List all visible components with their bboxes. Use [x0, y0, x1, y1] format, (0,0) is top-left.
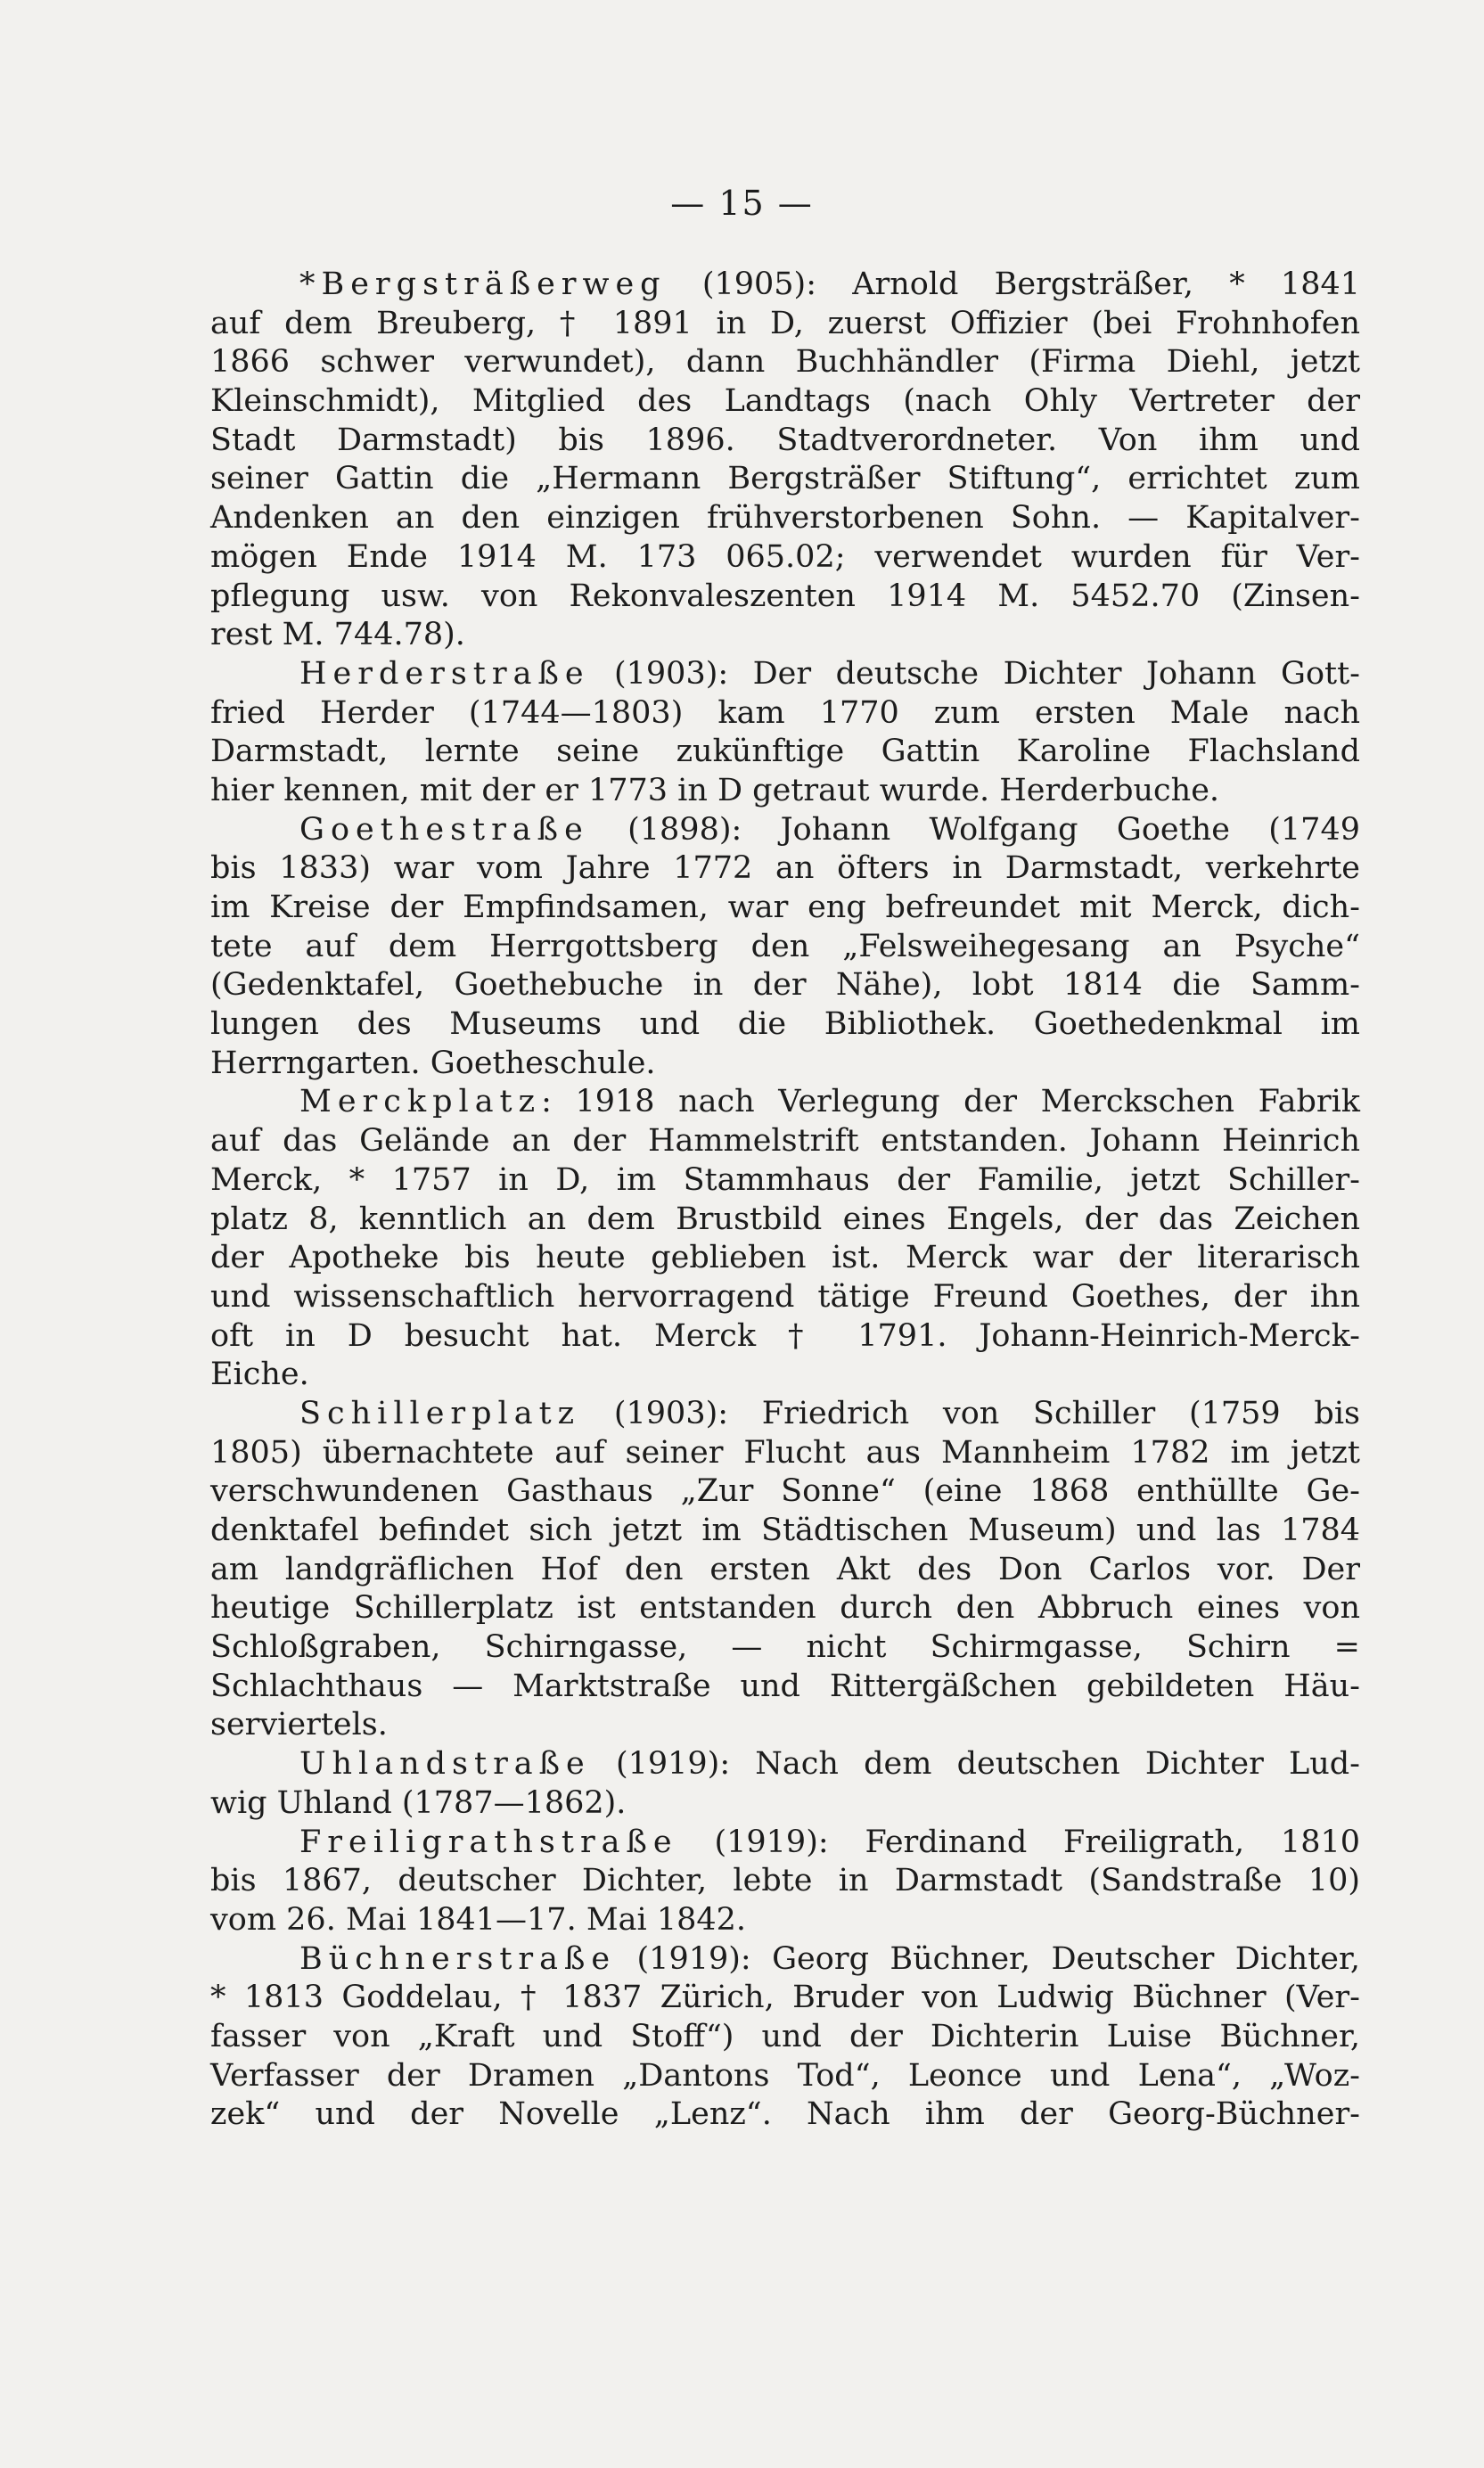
text-line: Kleinschmidt), Mitglied des Landtags (nach Ohly Vertreter der — [210, 383, 1360, 420]
entry-first-line — [210, 1824, 1360, 1863]
text-line: (1905): Arnold Bergsträßer, * 1841 — [666, 266, 1360, 302]
entry-first-line — [210, 811, 1360, 850]
text-line: lungen des Museums und die Bibliothek. Goethedenkmal im — [210, 1006, 1360, 1043]
text-line: im Kreise der Empfindsamen, war eng befreundet mit Merck, dich- — [210, 890, 1360, 925]
text-line: (1919): Nach dem deutschen Dichter Lud- — [590, 1746, 1360, 1783]
entry-first-line — [210, 655, 1360, 694]
text-line: pflegung usw. von Rekonvaleszenten 1914 M. 5452.70 (Zinsen- — [210, 578, 1360, 614]
entry-keyword: Freiligrathstraße — [299, 1824, 678, 1860]
entry-keyword: Uhlandstraße — [299, 1746, 591, 1783]
entry-first-line — [210, 1395, 1360, 1434]
text-line: Verfasser der Dramen „Dantons Tod“, Leonce und Lena“, „Woz- — [210, 2057, 1360, 2094]
text-line: oft in D besucht hat. Merck † 1791. Johann-Heinrich-Merck- — [210, 1317, 1360, 1354]
text-line: Schlachthaus — Marktstraße und Rittergäßchen gebildeten Häu- — [210, 1668, 1360, 1704]
entry-keyword: *Bergsträßerweg — [299, 266, 667, 302]
entry-goethestrasse — [210, 811, 1360, 1084]
entry-freiligrathstrasse — [210, 1824, 1360, 1940]
text-line: Eiche. — [210, 1357, 309, 1393]
text-line: (1903): Friedrich von Schiller (1759 bis — [580, 1395, 1360, 1431]
text-line: der Apotheke bis heute geblieben ist. Merck war der literarisch — [210, 1240, 1360, 1276]
entry-first-line — [210, 1745, 1360, 1784]
text-line: Schloßgraben, Schirngasse, — nicht Schirmgasse, Schirn = — [210, 1629, 1360, 1666]
text-line: fried Herder (1744—1803) kam 1770 zum ersten Male nach — [210, 694, 1360, 731]
text-line: vom 26. Mai 1841—17. Mai 1842. — [210, 1901, 747, 1938]
entry-buechnerstrasse — [210, 1940, 1360, 2135]
text-line: und wissenschaftlich hervorragend tätige Freund Goethes, der ihn — [210, 1278, 1360, 1315]
text-line: (1919): Ferdinand Freiligrath, 1810 — [677, 1824, 1360, 1860]
text-body — [210, 266, 1360, 2135]
text-line: Herrngarten. Goetheschule. — [210, 1045, 656, 1081]
text-line: 1805) übernachtete auf seiner Flucht aus Mannheim 1782 im jetzt — [210, 1434, 1360, 1471]
text-line: : 1918 nach Verlegung der Merckschen Fabrik — [541, 1084, 1360, 1120]
text-line: Stadt Darmstadt) bis 1896. Stadtverordneter. Von ihm und — [210, 422, 1360, 458]
text-line: denktafel befindet sich jetzt im Städtischen Museum) und las 1784 — [210, 1513, 1360, 1548]
text-line: Darmstadt, lernte seine zukünftige Gattin Karoline Flachsland — [210, 734, 1360, 770]
text-line: (1898): Johann Wolfgang Goethe (1749 — [588, 811, 1360, 848]
text-line: fasser von „Kraft und Stoff“) und der Dichterin Luise Büchner, — [210, 2018, 1360, 2054]
entry-first-line — [210, 266, 1360, 305]
text-line: (1903): Der deutsche Dichter Johann Gott- — [589, 655, 1360, 692]
text-line: auf dem Breuberg, † 1891 in D, zuerst Offizier (bei Frohnhofen — [210, 305, 1360, 341]
entry-first-line — [210, 1083, 1360, 1122]
text-line: bis 1867, deutscher Dichter, lebte in Darmstadt (Sandstraße 10) — [210, 1863, 1360, 1899]
text-line: wig Uhland (1787—1862). — [210, 1784, 627, 1821]
entry-bergstraesserweg — [210, 266, 1360, 655]
entry-uhlandstrasse — [210, 1745, 1360, 1823]
text-line: tete auf dem Herrgottsberg den „Felsweihegesang an Psyche“ — [210, 928, 1360, 964]
text-line: am landgräflichen Hof den ersten Akt des Don Carlos vor. Der — [210, 1551, 1360, 1587]
page-number: — 15 — — [670, 184, 814, 223]
entry-first-line — [210, 1940, 1360, 1980]
entry-keyword: Herderstraße — [299, 655, 590, 692]
text-line: Andenken an den einzigen frühverstorbenen Sohn. — Kapitalver- — [210, 500, 1360, 537]
text-line: 1866 schwer verwundet), dann Buchhändler (Firma Diehl, jetzt — [210, 344, 1360, 381]
text-line: heutige Schillerplatz ist entstanden durch den Abbruch eines von — [210, 1590, 1360, 1627]
text-line: mögen Ende 1914 M. 173 065.02; verwendet wurden für Ver- — [210, 538, 1360, 575]
text-line: hier kennen, mit der er 1773 in D getraut wurde. Herderbuche. — [210, 772, 1220, 808]
entry-schillerplatz — [210, 1395, 1360, 1745]
text-line: Merck, * 1757 in D, im Stammhaus der Familie, jetzt Schiller- — [210, 1161, 1360, 1198]
entry-merckplatz — [210, 1083, 1360, 1395]
entry-keyword: Schillerplatz — [299, 1395, 581, 1431]
entry-keyword: Merckplatz — [299, 1084, 542, 1120]
text-line: verschwundenen Gasthaus „Zur Sonne“ (eine 1868 enthüllte Ge- — [210, 1473, 1360, 1510]
text-line: serviertels. — [210, 1707, 388, 1743]
entry-herderstrasse — [210, 655, 1360, 811]
text-line: seiner Gattin die „Hermann Bergsträßer Stiftung“, errichtet zum — [210, 461, 1360, 497]
text-line: auf das Gelände an der Hammelstrift entstanden. Johann Heinrich — [210, 1123, 1360, 1160]
text-line: zek“ und der Novelle „Lenz“. Nach ihm der Georg-Büchner- — [210, 2096, 1360, 2133]
text-line: platz 8, kenntlich an dem Brustbild eines Engels, der das Zeichen — [210, 1201, 1360, 1237]
text-line: (1919): Georg Büchner, Deutscher Dichter, — [616, 1940, 1360, 1977]
text-line: bis 1833) war vom Jahre 1772 an öfters in Darmstadt, verkehrte — [210, 850, 1360, 887]
text-line: (Gedenktafel, Goethebuche in der Nähe), lobt 1814 die Samm- — [210, 967, 1360, 1004]
entry-keyword: Goethestraße — [299, 811, 589, 848]
entry-keyword: Büchnerstraße — [299, 1940, 617, 1977]
text-line: * 1813 Goddelau, † 1837 Zürich, Bruder von Ludwig Büchner (Ver- — [210, 1980, 1360, 2016]
text-line: rest M. 744.78). — [210, 617, 465, 653]
